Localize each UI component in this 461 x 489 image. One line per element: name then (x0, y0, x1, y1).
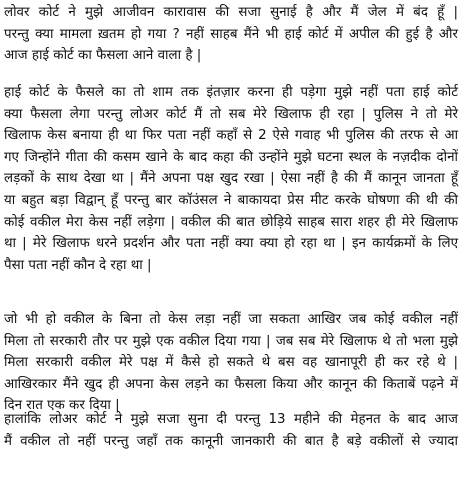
paragraph-1 (4, 2, 458, 67)
text-line: गए जिन्होंने गीता की कसम खाने के बाद कहा की उन्होंने मुझे घटना स्थल के नज़दीक दोनों (4, 149, 458, 165)
text-line: दिन रात एक कर दिया | (4, 398, 120, 414)
text-line: था | मेरे खिलाफ धरने प्रदर्शन और पता नहीं क्या क्या हो रहा था | इन कार्यक्रमों के लिए (4, 236, 458, 252)
text-line: जो भी हो वकील के बिना तो केस लड़ा नहीं जा सकता आखिर जब कोई वकील नहीं (4, 312, 458, 327)
text-line: मिला तो सरकारी तौर पर मुझे एक वकील दिया गया | जब सब मेरे खिलाफ थे तो भला मुझे (4, 333, 458, 349)
text-line: हाई कोर्ट के फैसले का तो शाम तक इंतज़ार करना ही पड़ेगा मुझे नहीं पता हाई कोर्ट (4, 85, 458, 100)
text-line: कोई वकील मेरा केस नहीं लड़ेगा | वकील की बात छोड़िये साहब सारा शहर ही मेरे खिलाफ (4, 214, 458, 230)
text-line: मैं वकील तो नहीं परन्तु जहाँ तक कानूनी जानकारी की बात है बड़े वकीलों से ज्यादा (4, 433, 458, 449)
text-line: हालांकि लोअर कोर्ट ने मुझे सजा सुना दी परन्तु 13 महीने की मेहनत के बाद आज (4, 412, 458, 427)
text-line: परन्तु क्या मामला ख़तम हो गया ? नहीं साहब मैंने भी हाई कोर्ट में अपील की हुई है और (4, 26, 458, 42)
text-line: लड़कों के साथ देखा था | मैंने अपना पक्ष खुद रखा | ऐसा नहीं है की मैं कानून जानता हूँ (4, 171, 458, 187)
text-line: लोवर कोर्ट ने मुझे आजीवन कारावास की सजा सुनाई है और मैं जेल में बंद हूँ | (4, 5, 458, 20)
paragraph-2 (4, 82, 458, 276)
text-line: आज हाई कोर्ट का फैसला आने वाला है | (4, 48, 202, 64)
paragraph-3 (4, 309, 458, 417)
text-line: खिलाफ केस बनाया ही था फिर पता नहीं कहाँ से 2 ऐसे गवाह भी पुलिस की तरफ से आ (4, 128, 458, 144)
paragraph-4 (4, 409, 458, 452)
text-line: क्या फैसला लेगा परन्तु लोअर कोर्ट मैं तो सब मेरे खिलाफ ही रहा | पुलिस ने तो मेरे (4, 106, 458, 122)
text-line: पैसा पता नहीं कौन दे रहा था | (4, 257, 152, 273)
text-line: मिला सरकारी वकील मेरे पक्ष में कैसे हो सकते थे बस वह खानापूरी ही कर रहे थे | (4, 355, 458, 371)
text-line: या बहुत बड़ा विद्वान् हूँ परन्तु बार कॉउंसल ने बाकायदा प्रेस मीट करके घोषणा की थी की (4, 192, 458, 208)
text-line: आखिरकार मैंने खुद ही अपना केस लड़ने का फैसला किया और कानून की किताबें पढ़ने में (4, 376, 458, 392)
